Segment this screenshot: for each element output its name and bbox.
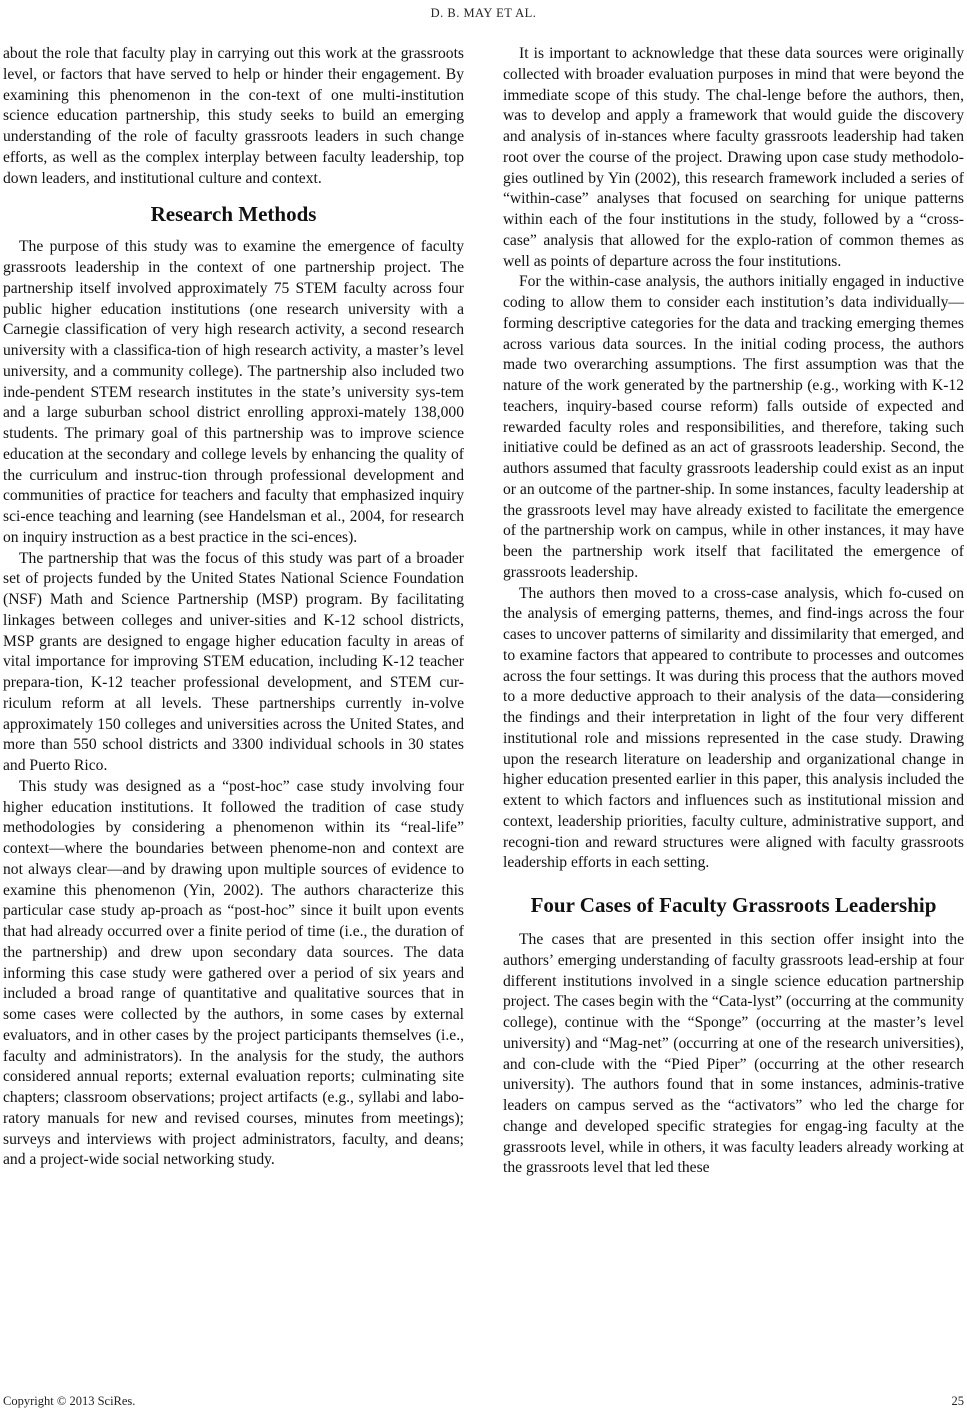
body-paragraph: This study was designed as a “post-hoc” case study involving four higher education institutions. It followed the tradition of case study methodologies by considering a phenomenon within its “real-life” context—where the boundaries between phenome-non and context are not always clear—and by drawing upon multiple sources of evidence to examine this phenomenon (Yin, 2002). The authors characterize this particular case study ap-proach as “post-hoc” since it built upon events that had already occurred over a finite period of time (i.e., the duration of the partnership) and drew upon secondary data sources. The data informing this case study were gathered over a period of six years and included a broad range of quantitative and qualitative sources that in some cases were collected by the authors, in some cases by external evaluators, and in other cases by the project participants themselves (i.e., faculty and administrators). In the analysis for the study, the authors considered annual reports; external evaluation reports; culminating site chapters; classroom observations; project artifacts (e.g., syllabi and labo-ratory manuals for new and revised courses, minutes from meetings); surveys and interviews with project administrators, faculty, and deans; and a project-wide social networking study.: [3, 777, 464, 1169]
body-paragraph: The cases that are presented in this section offer insight into the authors’ emerging understanding of faculty grassroots lead-ership at four different institutions involved in a single science education partnership project. The cases begin with the “Cata-lyst” (occurring at the community college), continue with the “Sponge” (occurring at the master’s level university) and “Mag-net” (occurring at one of the research universities), and con-clude with the “Pied Piper” (occurring at the other research university). The authors found that in some instances, adminis-trative leaders on campus served as the “activators” who led the charge for change and developed specific strategies for engag-ing faculty at the grassroots level, while in others, it was faculty leaders already working at the grassroots level that led these: [503, 931, 964, 1177]
left-column: [3, 44, 464, 1171]
body-paragraph: about the role that faculty play in carrying out this work at the grassroots level, or factors that have served to help or hinder their engagement. By examining this phenomenon in the con-text of one multi-institution science education partnership, this study seeks to build an emerging understanding of the role of faculty grassroots leaders in such change efforts, as well as the complex interplay between faculty leadership, top down leaders, and institutional culture and context.: [3, 45, 464, 187]
page-number: 25: [951, 1394, 964, 1408]
body-paragraph: The partnership that was the focus of this study was part of a broader set of projects funded by the United States National Science Foundation (NSF) Math and Science Partnership (MSP) program. By facilitating linkages between colleges and univer-sities and K-12 school districts, MSP grants are designed to engage higher education faculty in areas of vital importance for improving STEM education, including K-12 teacher prepara-tion, K-12 teacher professional development, and STEM cur-riculum reform at all levels. These partnerships currently in-volve approximately 150 colleges and universities across the United States, and more than 550 school districts and 3300 individual schools in 30 states and Puerto Rico.: [3, 549, 464, 774]
right-column: [503, 44, 964, 1179]
section-heading-four-cases: Four Cases of Faculty Grassroots Leadership: [530, 893, 937, 917]
body-paragraph: For the within-case analysis, the authors initially engaged in inductive coding to allow them to consider each institution’s data individually—forming descriptive categories for the data and tracking emerging themes across various data sources. In the initial coding process, the authors made two overarching assumptions. The first assumption was that the nature of the work generated by the partnership (e.g., working with K-12 teachers, inquiry-based course reform) falls outside of expected and rewarded faculty roles and responsibilities, and therefore, taking such initiative could be defined as an act of grassroots leadership. Second, the authors assumed that faculty grassroots leadership could exist as an input or an outcome of the partner-ship. In some instances, faculty leadership at the grassroots level may have already existed to facilitate the emergence of the partnership work on campus, while in other instances, it may have been the partnership work itself that facilitated the emergence of grassroots leadership.: [503, 273, 964, 581]
body-paragraph: The authors then moved to a cross-case analysis, which fo-cused on the analysis of emerging patterns, themes, and find-ings across the four cases to uncover patterns of similarity and dissimilarity that emerged, and to examine factors that appeared to contribute to processes and outcomes across the four settings. It was during this process that the authors moved to a more deductive approach to their analysis of the data—considering the findings and their interpretation in light of the four very different institutional role and missions represented in the case study. Drawing upon the research literature on leadership and organizational change in higher education presented earlier in this paper, this analysis included the extent to which factors and influences such as institutional mission and context, leadership priorities, faculty culture, administrative support, and recogni-tion and reward structures were aligned with faculty grassroots leadership efforts in each setting.: [503, 584, 964, 872]
running-head: D. B. MAY ET AL.: [430, 6, 537, 20]
body-paragraph: It is important to acknowledge that these data sources were originally collected with broader evaluation purposes in mind that were beyond the immediate scope of this study. The chal-lenge before the authors, then, was to develop and apply a framework that would guide the discovery and analysis of in-stances where faculty grassroots leadership had taken root over the course of the project. Drawing upon case study methodolo-gies outlined by Yin (2002), this research framework included a series of “within-case” analyses that focused on searching for unique patterns within each of the four institutions in the study, followed by a “cross-case” analysis that allowed for the explo-ration of common themes as well as points of departure across the four institutions.: [503, 45, 964, 270]
copyright-notice: Copyright © 2013 SciRes.: [3, 1394, 136, 1408]
body-paragraph: The purpose of this study was to examine the emergence of faculty grassroots leadership in the context of one partnership project. The partnership itself involved approximately 75 STEM faculty across four public higher education institutions (one research university with a Carnegie classification of very high research activity, a second research university with a classifica-tion of high research activity, a master’s level university, and a community college). The partnership also included two inde-pendent STEM research institutes in the state’s university sys-tem and a large suburban school district enrolling approxi-mately 138,000 students. The primary goal of this partnership was to improve science education at the secondary and college levels by enhancing the quality of the curriculum and instruc-tion through professional development and communities of practice for teachers and faculty that emphasized inquiry sci-ence teaching and learning (see Handelsman et al., 2004, for research on inquiry instruction as a best practice in the sci-ences).: [3, 238, 464, 546]
section-heading-research-methods: Research Methods: [150, 202, 317, 227]
